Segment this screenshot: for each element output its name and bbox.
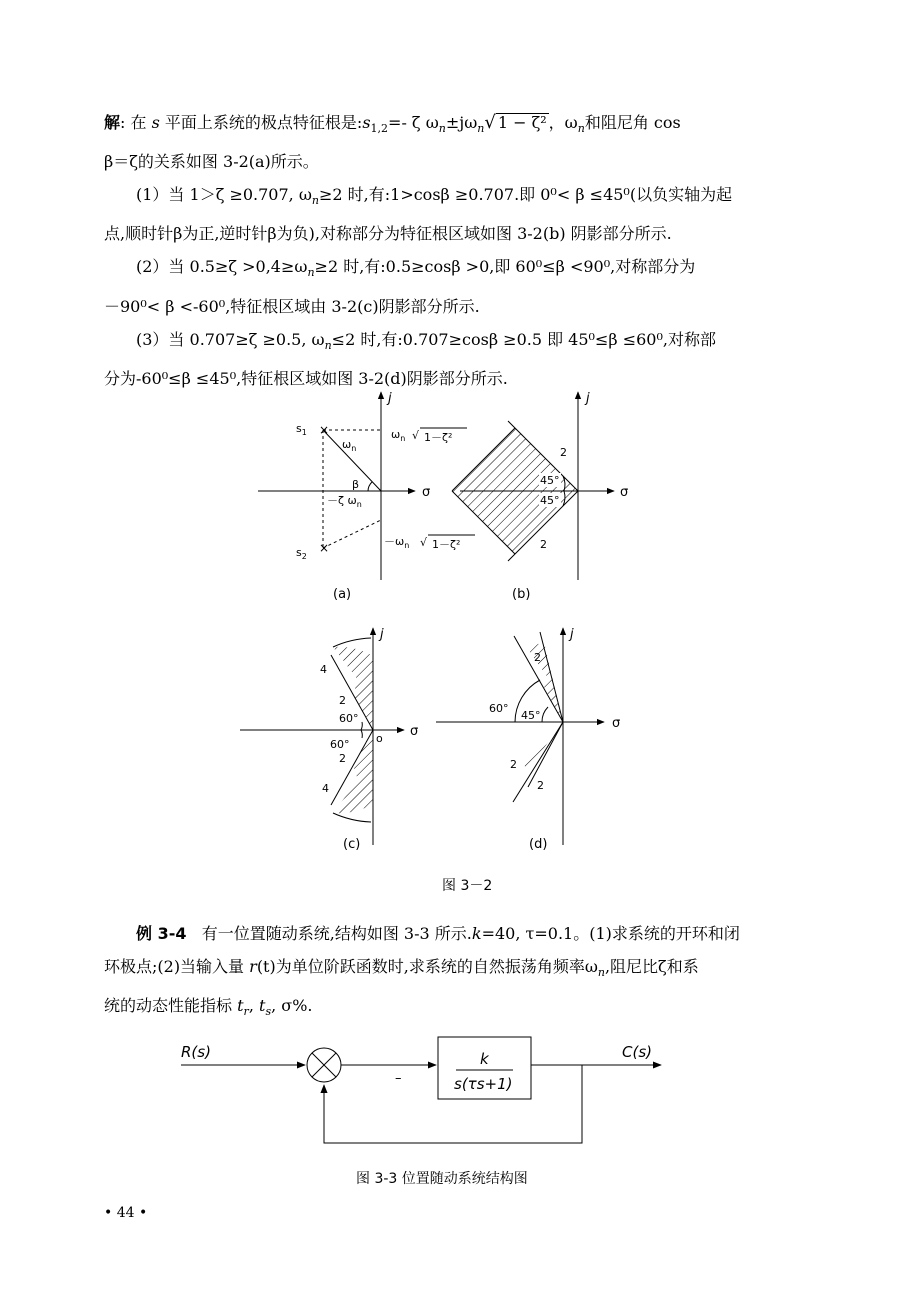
caption-c: (c): [343, 837, 361, 852]
figure-3-2-caption: 图 3－2: [442, 878, 493, 894]
svg-text:√: √: [412, 429, 420, 442]
solution-lead: 解: [104, 113, 121, 132]
caption-a: (a): [333, 587, 352, 602]
d-angle-45: 45°: [521, 709, 541, 722]
output-label: C(s): [622, 1043, 652, 1061]
subfigure-c: [240, 627, 418, 852]
b-radius-down: 2: [540, 538, 547, 551]
s2-label: $s_2$: [296, 546, 307, 561]
tf-denominator: s(τs+1): [454, 1075, 513, 1093]
solution-line2: β＝ζ的关系如图 3-2(a)所示。: [104, 152, 319, 172]
c-sigma-label: σ: [410, 724, 419, 739]
subfigure-d: [436, 627, 620, 852]
c-two-up: 2: [339, 694, 346, 707]
b-radius-up: 2: [560, 446, 567, 459]
minus-sign: –: [395, 1071, 402, 1086]
s2-marker: ×: [319, 541, 330, 555]
top-imag-label: $\omega_n$: [391, 428, 406, 443]
d-angle-60: 60°: [489, 702, 509, 715]
c-two-down: 2: [339, 752, 346, 765]
d-two-b: 2: [510, 758, 517, 771]
wn-label: $\omega_n$: [342, 438, 357, 453]
figure-3-3: [0, 1030, 920, 1180]
top-root: 1－ζ²: [424, 431, 453, 444]
b-j-label: j: [586, 391, 590, 406]
s1-marker: ×: [319, 423, 330, 437]
c-j-label: j: [380, 627, 384, 642]
b-angle-up: 45°: [540, 474, 560, 487]
subfigure-a: [258, 391, 475, 602]
a-sigma-label: σ: [422, 485, 431, 500]
d-sigma-label: σ: [612, 716, 621, 731]
input-label: R(s): [181, 1043, 211, 1061]
b-sigma-label: σ: [620, 485, 629, 500]
s1-label: $s_1$: [296, 422, 307, 437]
c-four-down: 4: [322, 782, 329, 795]
page-number: • 44 •: [104, 1205, 148, 1221]
bottom-root: 1－ζ²: [432, 538, 461, 551]
d-j-label: j: [570, 627, 574, 642]
example-lead: 例 3-4: [136, 924, 187, 943]
c-angle-down: 60°: [330, 738, 350, 751]
bottom-imag-label: $-\omega_n$: [384, 535, 410, 550]
b-angle-down: 45°: [540, 494, 560, 507]
beta-label: β: [352, 478, 360, 491]
c-origin-label: o: [376, 732, 383, 745]
caption-d: (d): [529, 837, 548, 852]
sqrt-expression: 1 − ζ²: [497, 113, 547, 132]
d-two-c: 2: [537, 779, 544, 792]
neg-zeta-wn-label: －ζ $\omega_n$: [327, 494, 362, 509]
subfigure-b: [452, 391, 628, 602]
svg-text:√: √: [420, 536, 428, 549]
c-angle-up: 60°: [339, 712, 359, 725]
figure-3-2: [0, 380, 920, 900]
tf-numerator: k: [480, 1050, 489, 1068]
c-four-up: 4: [320, 663, 327, 676]
d-two-a: 2: [534, 651, 541, 664]
solution-text: 解: 在 s 平面上系统的极点特征根是$:s_{1,2}=-$ ζ $\omega_n\pm j\omega_n√$ 1 − ζ² ，$\omega_n$和阻尼角 cos β＝ζ的关系如图 3-2(a)所示。 (1）当 1＞ζ ≥0.707, $\omega_n\ge 2$ 时,有:1>cosβ ≥0.707.即 0⁰< β ≤45⁰(以负实轴为起 点,顺时针β为正,逆时针β为负),对称部分为特征根区域如图 3-2(b) 阴影部分所示. (2）当 $0.5\ge\zeta >0,4\ge\omega_n\ge 2$ 时,有:0.5≥cosβ >0,即 60⁰≤β <90⁰,对称部分为 －90⁰< β <-60⁰,特征根区域由 3-2(c)阴影部分所示. (3）当 0.707≥ζ ≥0.5, $\omega_n\le 2$ 时,有:0.707≥cosβ ≥0.5 即 45⁰≤β ≤60⁰,对称部 分为-60⁰≤β ≤45⁰,特征根区域如图 3-2(d)阴影部分所示.: [104, 106, 820, 395]
figure-3-3-caption: 图 3-3 位置随动系统结构图: [356, 1171, 528, 1187]
example-text: 例 3-4 有一位置随动系统,结构如图 3-3 所示.k=40, τ=0.1。(1)求系统的开环和闭 环极点;(2)当输入量 r(t)为单位阶跃函数时,求系统的自然振荡角频率$\omega_n$,阻尼比ζ和系 统的动态性能指标 $t_r$, $t_s$, σ%.: [104, 924, 740, 1019]
caption-b: (b): [512, 587, 531, 602]
a-j-label: j: [388, 391, 392, 406]
